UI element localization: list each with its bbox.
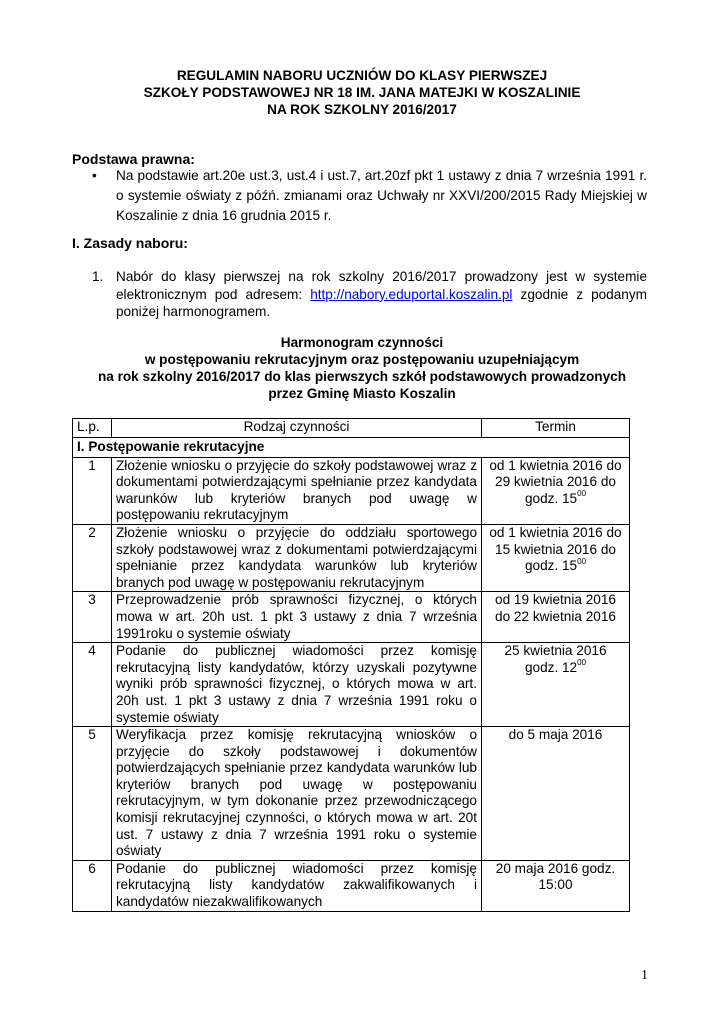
- schedule-title-line-3: na rok szkolny 2016/2017 do klas pierwszych szkół podstawowych prowadzonych: [97, 369, 627, 384]
- row-lp: 3: [73, 592, 112, 643]
- bullet-icon: •: [92, 168, 97, 183]
- row-lp: 1: [73, 457, 112, 524]
- document-title: [72, 67, 652, 118]
- section-1-item-text: [116, 268, 647, 321]
- page-number: 1: [641, 968, 648, 983]
- row-term-text: od 1 kwietnia 2016 do 29 kwietnia 2016 do godz. 15: [489, 457, 622, 506]
- section-label: I. Postępowanie rekrutacyjne: [73, 438, 630, 458]
- schedule-title-line-2: w postępowaniu rekrutacyjnym oraz postępowaniu uzupełniającym: [144, 352, 580, 367]
- row-activity: Podanie do publicznej wiadomości przez komisję rekrutacyjną listy kandydatów zakwalifikowanych i kandydatów niezakwalifikowanych: [112, 860, 482, 911]
- schedule-title-line-4: przez Gminę Miasto Koszalin: [268, 386, 456, 401]
- row-activity: Podanie do publicznej wiadomości przez komisję rekrutacyjną listy kandydatów, którzy uzyskali pozytywne wyniki prób sprawności fizycznej, o których mowa w art. 20h ust. 1 pkt 3 ustawy z dnia 7 września 1991 roku o systemie oświaty: [112, 643, 482, 727]
- title-line-1: REGULAMIN NABORU UCZNIÓW DO KLASY PIERWSZEJ: [176, 68, 548, 83]
- schedule-title-line-1: Harmonogram czynności: [280, 335, 444, 350]
- table-header-row: [73, 419, 630, 438]
- header-term: Termin: [482, 419, 630, 438]
- row-term: [482, 727, 630, 861]
- row-term: [482, 860, 630, 911]
- row-term: [482, 592, 630, 643]
- table-row: [73, 860, 630, 911]
- row-lp: 5: [73, 727, 112, 861]
- section-1-item-1: [92, 268, 647, 321]
- row-term-text: od 19 kwietnia 2016 do 22 kwietnia 2016: [495, 592, 616, 624]
- row-lp: 2: [73, 524, 112, 591]
- row-term-text: do 5 maja 2016: [508, 727, 603, 743]
- row-activity: Weryfikacja przez komisję rekrutacyjną wniosków o przyjęcie do szkoły podstawowej i dokumentów potwierdzających spełnianie przez kandydata warunków lub kryteriów branych pod uwagę w postępowaniu rekrutacyjnym, w tym dokonanie przez przewodniczącego komisji rekrutacyjnej czynności, o których mowa w art. 20t ust. 7 ustawy z dnia 7 września 1991 roku o systemie oświaty: [112, 727, 482, 861]
- title-line-2: SZKOŁY PODSTAWOWEJ NR 18 IM. JANA MATEJKI W KOSZALINIE: [143, 85, 581, 100]
- section-1-heading: I. Zasady naboru:: [72, 235, 188, 251]
- row-term-sup: 00: [577, 556, 587, 566]
- row-activity: Złożenie wniosku o przyjęcie do szkoły podstawowej wraz z dokumentami potwierdzającymi spełnianie przez kandydata warunków lub kryteriów branych pod uwagę w postępowaniu rekrutacyjnym: [112, 457, 482, 524]
- row-activity: Złożenie wniosku o przyjęcie do oddziału sportowego szkoły podstawowej wraz z dokumentami potwierdzającymi spełnianie przez kandydata warunków lub kryteriów branych pod uwagę w postępowaniu rekrutacyjnym: [112, 524, 482, 591]
- row-term-sup: 00: [577, 489, 587, 499]
- schedule-table: [72, 418, 630, 912]
- header-lp: L.p.: [73, 419, 112, 438]
- row-term-text: 20 maja 2016 godz. 15:00: [495, 860, 616, 893]
- row-term-sup: 00: [577, 658, 587, 668]
- row-term: [482, 643, 630, 727]
- schedule-title: [60, 334, 664, 402]
- legal-basis-item: [92, 166, 647, 226]
- row-lp: 4: [73, 643, 112, 727]
- table-row: [73, 643, 630, 727]
- row-term: [482, 457, 630, 524]
- legal-basis-heading: Podstawa prawna:: [72, 151, 195, 167]
- row-term: [482, 524, 630, 591]
- section-row: [73, 438, 630, 458]
- table-row: [73, 457, 630, 524]
- legal-basis-text: Na podstawie art.20e ust.3, ust.4 i ust.7, art.20zf pkt 1 ustawy z dnia 7 września 1991 r. o systemie oświaty z późń. zmianami oraz Uchwały nr XXVI/200/2015 Rady Miejskiej w Koszalinie z dnia 16 grudnia 2015 r.: [116, 168, 647, 223]
- eduportal-link[interactable]: http://nabory.eduportal.koszalin.pl: [310, 286, 513, 302]
- table-row: [73, 524, 630, 591]
- item-number: 1.: [92, 269, 104, 284]
- row-term-text: 25 kwietnia 2016 godz. 12: [504, 643, 607, 675]
- item-text-after: zgodnie z podanym poniżej harmonogramem.: [116, 286, 647, 319]
- table-row: [73, 592, 630, 643]
- header-activity: Rodzaj czynności: [112, 419, 482, 438]
- title-line-3: NA ROK SZKOLNY 2016/2017: [267, 102, 457, 117]
- row-activity: Przeprowadzenie prób sprawności fizycznej, o których mowa w art. 20h ust. 1 pkt 3 ustawy z dnia 7 września 1991roku o systemie oświaty: [112, 592, 482, 643]
- row-lp: 6: [73, 860, 112, 911]
- table-row: [73, 727, 630, 861]
- row-term-text: od 1 kwietnia 2016 do 15 kwietnia 2016 do godz. 15: [489, 524, 622, 574]
- item-text-before: Nabór do klasy pierwszej na rok szkolny 2016/2017 prowadzony jest w systemie elektronicznym pod adresem:: [116, 269, 647, 302]
